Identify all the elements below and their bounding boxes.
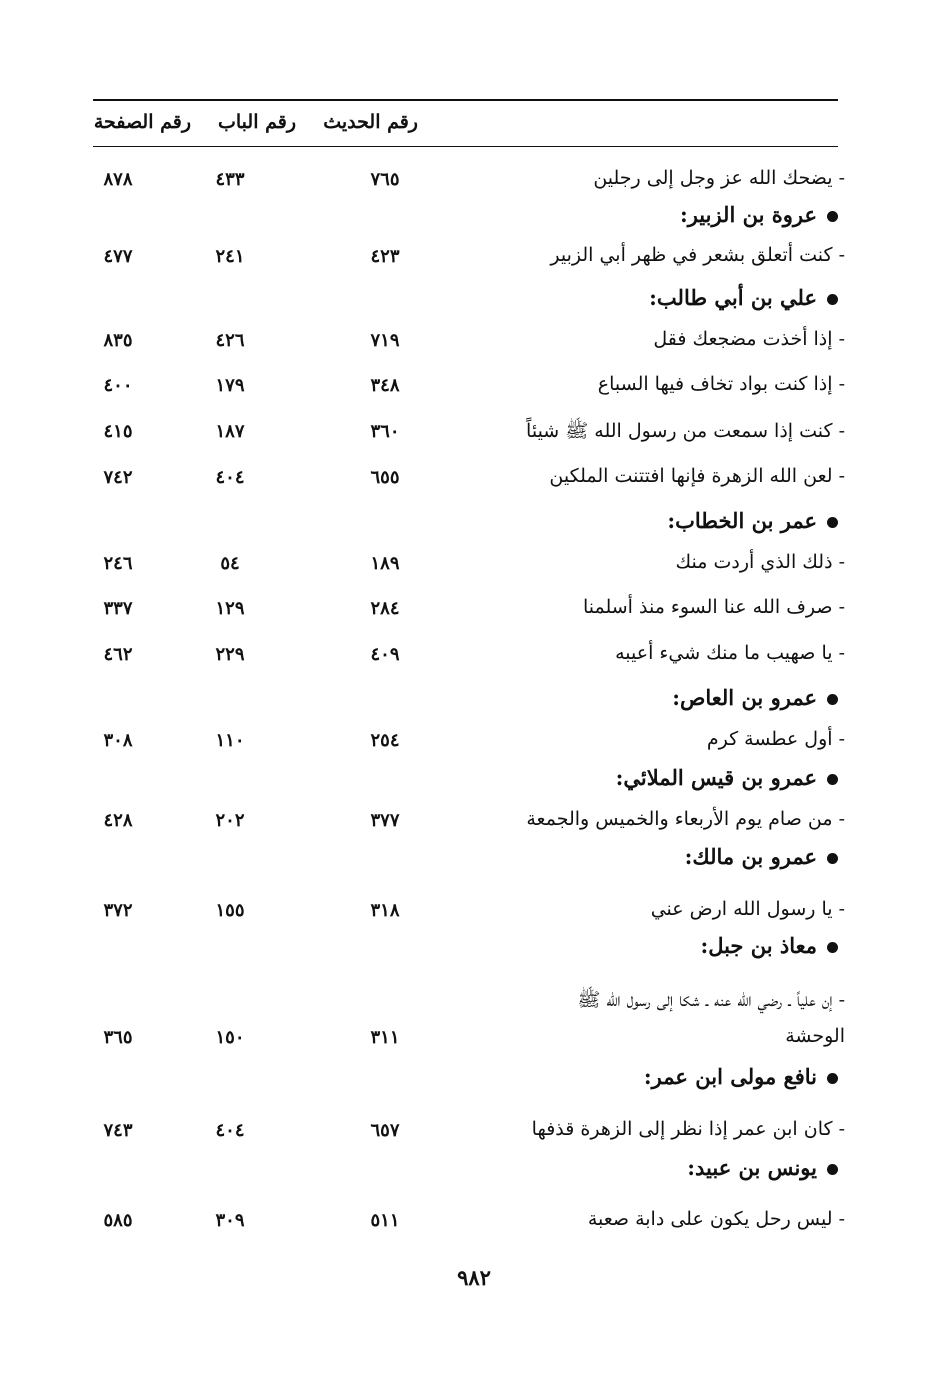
- narrator-heading: عمرو بن قيس الملائي:: [616, 765, 838, 790]
- narrator-heading: عمر بن الخطاب:: [667, 508, 838, 533]
- hadith-text: - صرف الله عنا السوء منذ أسلمنا: [582, 596, 845, 618]
- bab-number: ٥٤: [220, 553, 240, 574]
- page-number-cell: ٤١٥: [103, 421, 133, 442]
- bullet-icon: [827, 1073, 838, 1084]
- bullet-icon: [827, 853, 838, 864]
- page-number-cell: ٤٠٠: [103, 375, 133, 396]
- index-row: [0, 465, 948, 499]
- index-row: [0, 419, 948, 453]
- hadith-number: ٤٢٣: [370, 246, 400, 267]
- hadith-number: ٣١٨: [370, 900, 400, 921]
- hadith-number: ٣١١: [370, 1027, 400, 1048]
- hadith-text: - إن علياً ـ رضي الله عنه ـ شكا إلى رسول الله ﷺ: [577, 989, 845, 1011]
- index-row: [0, 244, 948, 278]
- hadith-text: - لعن الله الزهرة فإنها افتتنت الملكين: [549, 465, 845, 487]
- col-header-bab: رقم الباب: [218, 111, 296, 133]
- narrator-heading: عمرو بن العاص:: [672, 685, 838, 710]
- col-header-page: رقم الصفحة: [93, 111, 191, 133]
- page-number-cell: ٨٣٥: [103, 330, 133, 351]
- hadith-number: ٥١١: [370, 1210, 400, 1231]
- index-row: [0, 1208, 948, 1242]
- hadith-text: - كنت أتعلق بشعر في ظهر أبي الزبير: [550, 244, 845, 266]
- bullet-icon: [827, 211, 838, 222]
- hadith-text: - إذا أخذت مضجعك فقل: [653, 328, 845, 350]
- bullet-icon: [827, 294, 838, 305]
- page-number-cell: ٣٠٨: [103, 730, 133, 751]
- narrator-heading: معاذ بن جبل:: [700, 933, 838, 958]
- hadith-text: - يا رسول الله ارض عني: [650, 898, 845, 920]
- narrator-heading: عروة بن الزبير:: [680, 202, 838, 227]
- bab-number: ١١٠: [215, 730, 245, 751]
- bab-number: ١٨٧: [215, 421, 245, 442]
- index-row: [0, 808, 948, 842]
- hadith-text-continuation: الوحشة: [785, 1025, 845, 1047]
- page-number-cell: ٧٤٢: [103, 467, 133, 488]
- bab-number: ٢٢٩: [215, 644, 245, 665]
- bullet-icon: [827, 1164, 838, 1175]
- hadith-text: - إذا كنت بواد تخاف فيها السباع: [597, 373, 845, 395]
- hadith-text: - أول عطسة كرم: [706, 728, 845, 750]
- hadith-number: ٦٥٥: [370, 467, 400, 488]
- bab-number: ٣٠٩: [215, 1210, 245, 1231]
- hadith-text: - كان ابن عمر إذا نظر إلى الزهرة قذفها: [531, 1118, 845, 1140]
- hadith-text: - ليس رحل يكون على دابة صعبة: [587, 1208, 845, 1230]
- index-row: [0, 642, 948, 676]
- index-row: [0, 898, 948, 932]
- bab-number: ٤٠٤: [215, 1120, 245, 1141]
- page-number-cell: ٣٣٧: [103, 598, 133, 619]
- narrator-heading: يونس بن عبيد:: [687, 1155, 838, 1180]
- index-row: [0, 1025, 948, 1059]
- bab-number: ٤٠٤: [215, 467, 245, 488]
- page-number-cell: ٤٦٢: [103, 644, 133, 665]
- hadith-text: - يا صهيب ما منك شيء أعيبه: [615, 642, 845, 664]
- index-row: [0, 596, 948, 630]
- hadith-number: ٧١٩: [370, 330, 400, 351]
- bab-number: ١٥٠: [215, 1027, 245, 1048]
- page-number: ٩٨٢: [457, 1265, 491, 1290]
- hadith-text: - من صام يوم الأربعاء والخميس والجمعة: [526, 808, 845, 830]
- bab-number: ٤٣٣: [215, 169, 245, 190]
- page-number-cell: ٣٦٥: [103, 1027, 133, 1048]
- col-header-hadith: رقم الحديث: [323, 111, 418, 133]
- narrator-heading: عمرو بن مالك:: [685, 844, 838, 869]
- bullet-icon: [827, 517, 838, 528]
- bab-number: ١٥٥: [215, 900, 245, 921]
- page-number-cell: ٥٨٥: [103, 1210, 133, 1231]
- page-number-cell: ٤٢٨: [103, 810, 133, 831]
- bab-number: ١٢٩: [215, 598, 245, 619]
- hadith-number: ٣٦٠: [370, 421, 400, 442]
- index-row: [0, 551, 948, 585]
- bab-number: ١٧٩: [215, 375, 245, 396]
- hadith-number: ١٨٩: [370, 553, 400, 574]
- bab-number: ٤٢٦: [215, 330, 245, 351]
- hadith-number: ٧٦٥: [370, 169, 400, 190]
- header-top-rule: [93, 99, 838, 101]
- bab-number: ٢٤١: [215, 246, 245, 267]
- index-row: [0, 373, 948, 407]
- page-number-cell: ٤٧٧: [103, 246, 133, 267]
- index-row: [0, 728, 948, 762]
- header-bottom-rule: [93, 146, 838, 147]
- hadith-number: ٣٧٧: [370, 810, 400, 831]
- narrator-heading: نافع مولى ابن عمر:: [644, 1064, 838, 1089]
- page-number-cell: ٢٤٦: [103, 553, 133, 574]
- page-number-cell: ٣٧٢: [103, 900, 133, 921]
- bab-number: ٢٠٢: [215, 810, 245, 831]
- hadith-number: ٣٤٨: [370, 375, 400, 396]
- index-row: [0, 167, 948, 201]
- index-row: [0, 1118, 948, 1152]
- page-number-cell: ٧٤٣: [103, 1120, 133, 1141]
- bullet-icon: [827, 942, 838, 953]
- hadith-number: ٢٨٤: [370, 598, 400, 619]
- narrator-heading: علي بن أبي طالب:: [649, 285, 838, 310]
- hadith-text: - ذلك الذي أردت منك: [675, 551, 845, 573]
- bullet-icon: [827, 694, 838, 705]
- index-row: [0, 328, 948, 362]
- hadith-number: ٦٥٧: [370, 1120, 400, 1141]
- hadith-number: ٤٠٩: [370, 644, 400, 665]
- page-number-cell: ٨٧٨: [103, 169, 133, 190]
- hadith-text: - كنت إذا سمعت من رسول الله ﷺ شيئاً: [526, 420, 845, 442]
- hadith-number: ٢٥٤: [370, 730, 400, 751]
- bullet-icon: [827, 774, 838, 785]
- hadith-text: - يضحك الله عز وجل إلى رجلين: [593, 167, 845, 189]
